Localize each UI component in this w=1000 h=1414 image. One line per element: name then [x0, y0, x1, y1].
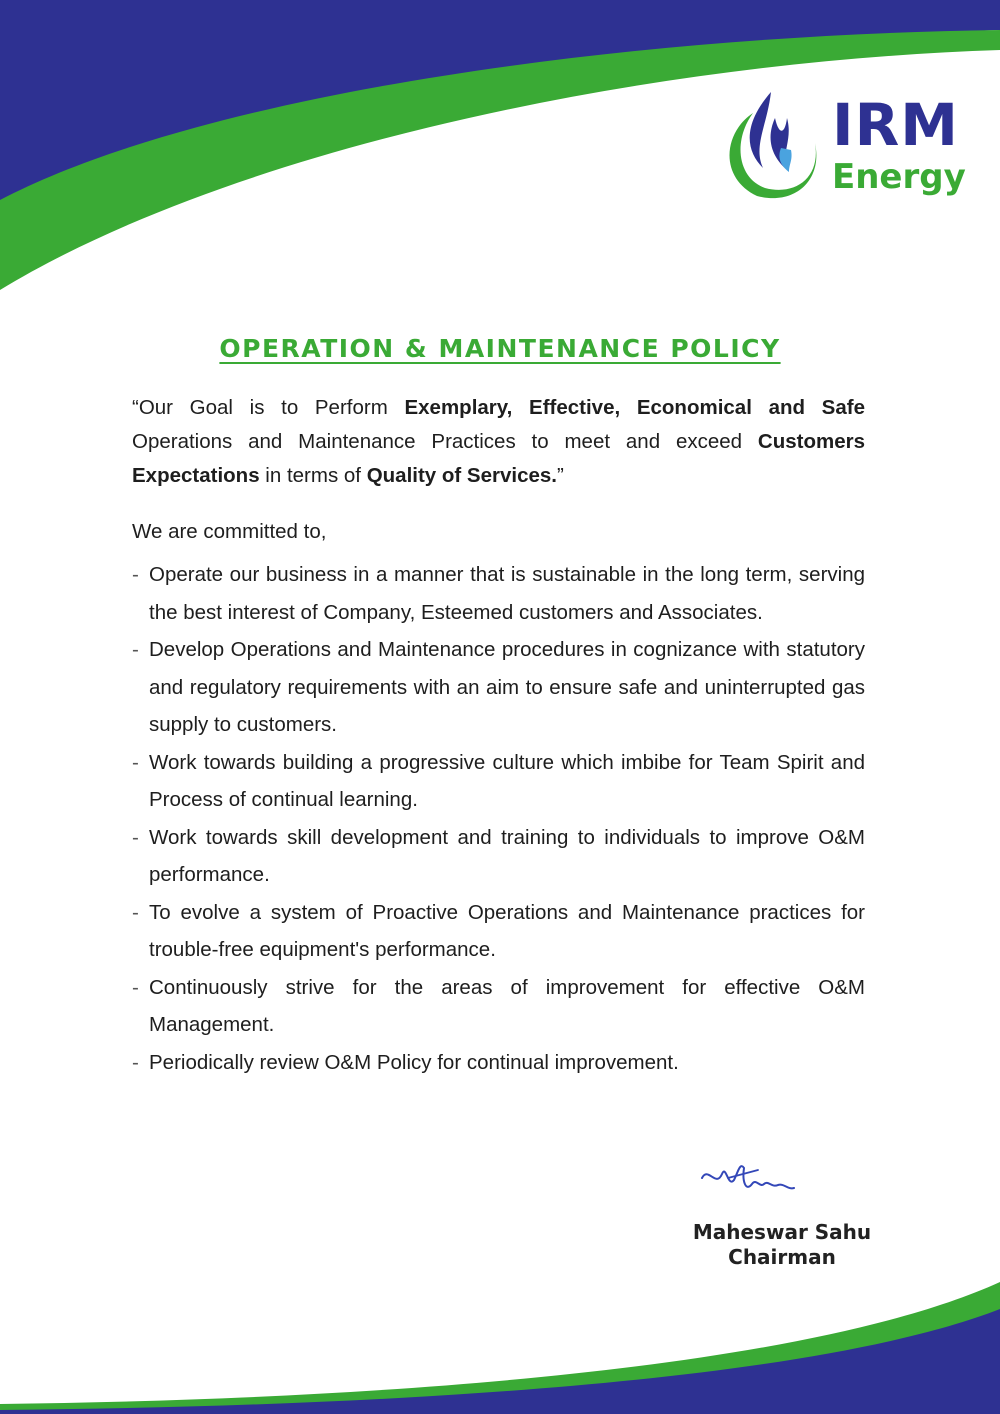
commitment-list — [132, 556, 865, 1081]
goal-text-1: “Our Goal is to Perform — [132, 396, 405, 419]
list-item-text: Work towards skill development and training to individuals to improve O&M performance. — [149, 825, 865, 886]
footer-wave-band — [0, 1264, 1000, 1414]
list-item-text: Periodically review O&M Policy for continual improvement. — [149, 1050, 679, 1074]
list-item-text: To evolve a system of Proactive Operations and Maintenance practices for trouble-free equipment's performance. — [149, 900, 865, 961]
commitment-intro: We are committed to, — [132, 520, 327, 543]
list-item — [132, 894, 865, 969]
page-title — [0, 334, 1000, 363]
logo-brand-energy: Energy — [832, 157, 966, 197]
goal-text-3: in terms of — [259, 464, 367, 487]
signatory-block — [672, 1220, 892, 1270]
list-item-text: Continuously strive for the areas of improvement for effective O&M Management. — [149, 975, 865, 1036]
goal-text-4: ” — [556, 464, 564, 487]
goal-emphasis-2: Customers Expectations — [132, 430, 865, 487]
list-dash: - — [132, 825, 139, 849]
signatory-title: Chairman — [728, 1245, 836, 1269]
list-item — [132, 744, 865, 819]
page-title-text: OPERATION & MAINTENANCE POLICY — [219, 334, 781, 363]
goal-statement — [132, 391, 865, 493]
list-dash: - — [132, 900, 139, 924]
list-item-text: Develop Operations and Maintenance procedures in cognizance with statutory and regulatory requirements with an aim to ensure safe and uninterrupted gas supply to customers. — [149, 638, 865, 736]
goal-emphasis-3: Quality of Services. — [366, 464, 557, 487]
list-item-text: Work towards building a progressive culture which imbibe for Team Spirit and Process of continual learning. — [149, 750, 865, 811]
signatory-name: Maheswar Sahu — [692, 1220, 872, 1244]
list-item — [132, 1044, 865, 1082]
list-item — [132, 819, 865, 894]
handwritten-signature — [698, 1158, 798, 1208]
logo-brand-irm: IRM — [832, 91, 959, 159]
list-dash: - — [132, 1050, 139, 1074]
list-item — [132, 631, 865, 744]
goal-emphasis-1: Exemplary, Effective, Economical and Safe — [404, 396, 865, 419]
list-dash: - — [132, 563, 139, 586]
goal-text-2: Operations and Maintenance Practices to meet and exceed — [132, 430, 758, 453]
list-item — [132, 969, 865, 1044]
list-item-text: Operate our business in a manner that is sustainable in the long term, serving the best interest of Company, Esteemed customers and Associates. — [149, 563, 865, 624]
list-item — [132, 556, 865, 631]
list-dash: - — [132, 975, 139, 999]
list-dash: - — [132, 750, 139, 774]
list-dash: - — [132, 638, 139, 661]
